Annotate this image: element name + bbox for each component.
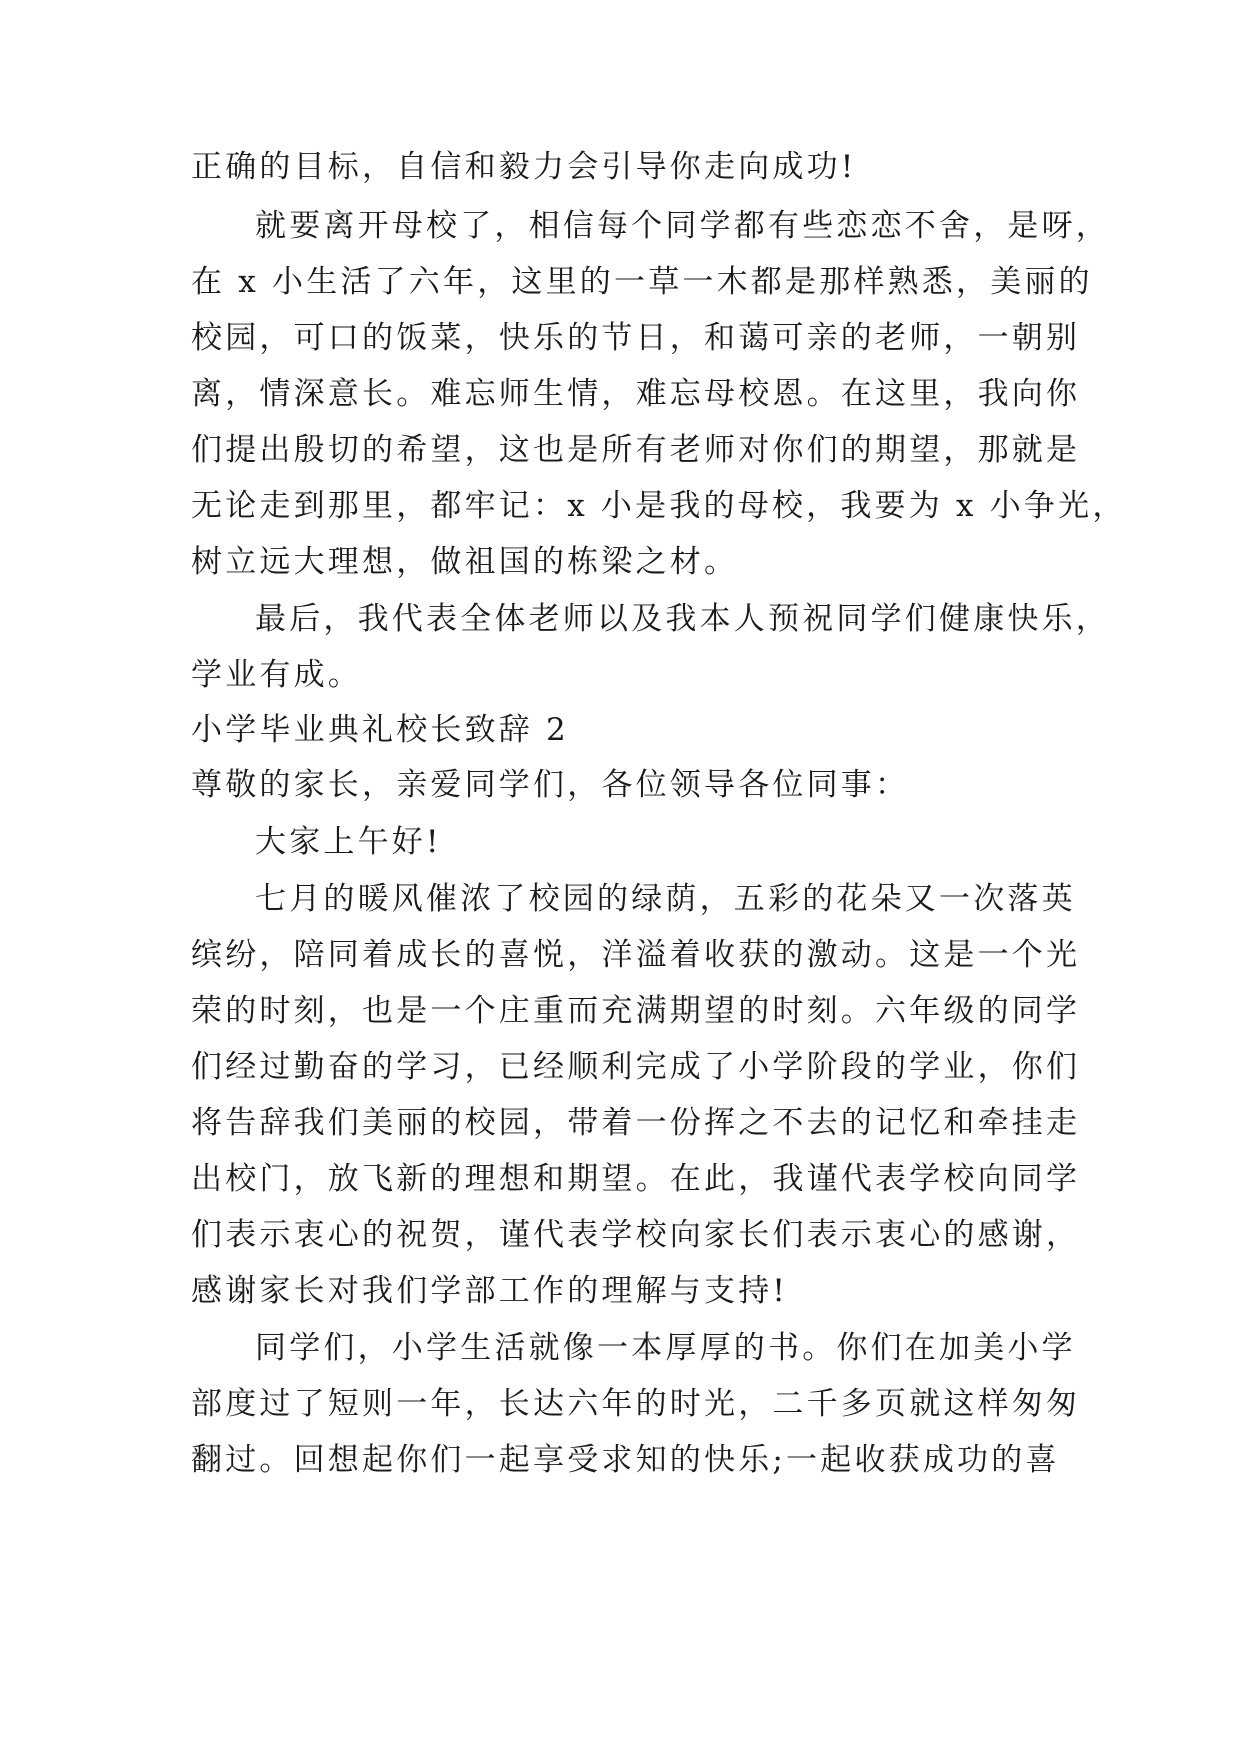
salutation: 尊敬的家长，亲爱同学们，各位领导各位同事： — [191, 767, 910, 803]
text-line: 部度过了短则一年，长达六年的时光，二千多页就这样匆匆 — [191, 1386, 1081, 1422]
text-line: 出校门，放飞新的理想和期望。在此，我谨代表学校向同学 — [191, 1161, 1081, 1197]
greeting: 大家上午好! — [255, 824, 442, 860]
text-line: 感谢家长对我们学部工作的理解与支持! — [191, 1273, 789, 1309]
paragraph-first-line: 最后，我代表全体老师以及我本人预祝同学们健康快乐， — [255, 601, 1110, 637]
text-line: 缤纷，陪同着成长的喜悦，洋溢着收获的激动。这是一个光 — [191, 937, 1081, 973]
text-line: 学业有成。 — [191, 657, 362, 693]
paragraph-first-line: 就要离开母校了，相信每个同学都有些恋恋不舍，是呀， — [255, 208, 1110, 244]
text-line: 们经过勤奋的学习，已经顺利完成了小学阶段的学业，你们 — [191, 1049, 1081, 1085]
text-line: 们表示衷心的祝贺，谨代表学校向家长们表示衷心的感谢， — [191, 1217, 1081, 1253]
text-line: 将告辞我们美丽的校园，带着一份挥之不去的记忆和牵挂走 — [191, 1105, 1081, 1141]
section-title: 小学毕业典礼校长致辞 2 — [191, 712, 569, 748]
text-line: 树立远大理想，做祖国的栋梁之材。 — [191, 544, 739, 580]
paragraph-first-line: 同学们，小学生活就像一本厚厚的书。你们在加美小学 — [255, 1330, 1076, 1366]
text-line: 荣的时刻，也是一个庄重而充满期望的时刻。六年级的同学 — [191, 993, 1081, 1029]
text-line: 正确的目标，自信和毅力会引导你走向成功! — [191, 149, 857, 185]
paragraph-first-line: 七月的暖风催浓了校园的绿荫，五彩的花朵又一次落英 — [255, 881, 1076, 917]
text-line: 们提出殷切的希望，这也是所有老师对你们的期望，那就是 — [191, 432, 1081, 468]
text-line: 校园，可口的饭菜，快乐的节日，和蔼可亲的老师，一朝别 — [191, 320, 1081, 356]
text-line: 无论走到那里，都牢记：x 小是我的母校，我要为 x 小争光， — [191, 488, 1127, 524]
text-line: 翻过。回想起你们一起享受求知的快乐;一起收获成功的喜 — [191, 1442, 1060, 1478]
text-line: 离，情深意长。难忘师生情，难忘母校恩。在这里，我向你 — [191, 376, 1081, 412]
text-line: 在 x 小生活了六年，这里的一草一木都是那样熟悉，美丽的 — [191, 264, 1093, 300]
